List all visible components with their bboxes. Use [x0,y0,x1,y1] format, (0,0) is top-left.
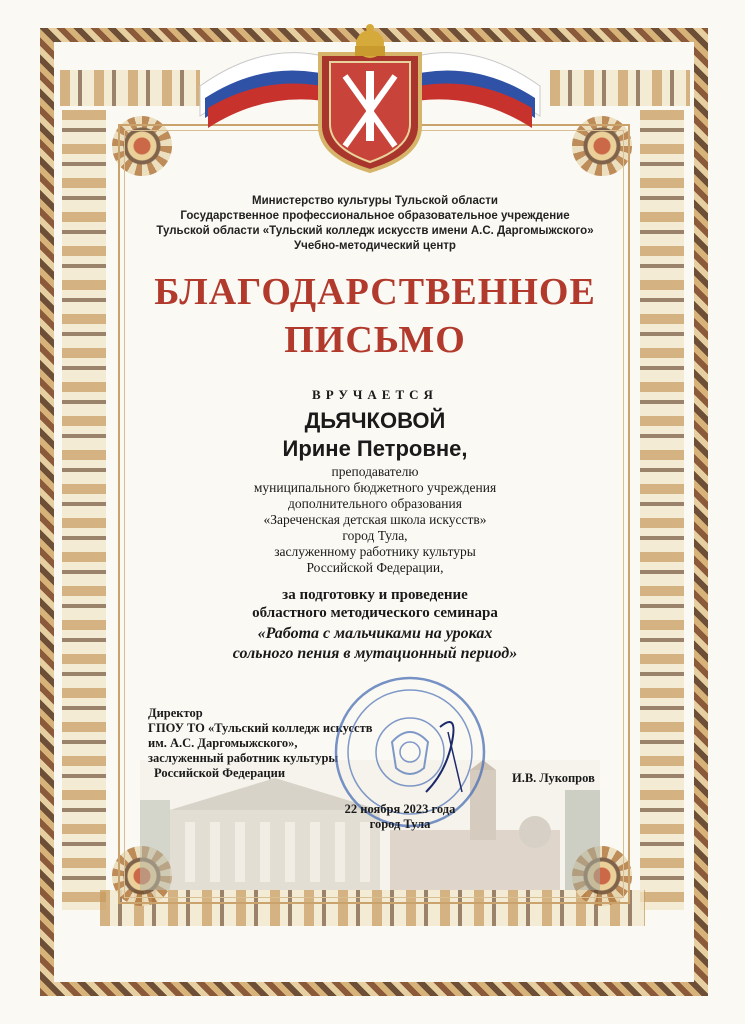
description-line: заслуженному работнику культуры [274,544,476,559]
document-title-line-2: ПИСЬМО [284,319,466,361]
issue-date: 22 ноября 2023 года [344,802,456,816]
institution-line-1: Государственное профессиональное образовательное учреждение [180,210,570,222]
ministry-name: Министерство культуры Тульской области [252,195,498,207]
director-honor-line-1: заслуженный работник культуры [148,751,339,765]
top-left-ornament [60,70,200,106]
reason-line-2: областного методического семинара [252,605,498,621]
center-name: Учебно-методический центр [294,240,456,252]
director-org-line-2: им. А.С. Даргомыжского», [148,736,298,750]
director-org-line-1: ГПОУ ТО «Тульский колледж искусств [148,721,373,735]
description-line: «Зареченская детская школа искусств» [263,512,487,527]
director-honor-line-2: Российской Федерации [154,766,286,780]
description-line: муниципального бюджетного учреждения [253,480,497,495]
recipient-name: Ирине Петровне, [282,436,468,461]
document-title-line-1: БЛАГОДАРСТВЕННОЕ [154,271,596,313]
award-reason [140,586,610,622]
description-line: город Тула, [342,528,408,543]
date-place-block [300,802,500,832]
issuer-header [130,194,620,254]
signer-name: И.В. Лукопров [512,771,595,785]
issue-place: город Тула [369,817,431,831]
description-line: дополнительного образования [288,496,462,511]
theme-line-1: «Работа с мальчиками на уроках [257,625,493,642]
theme-line-2: сольного пения в мутационный период» [232,645,518,662]
institution-line-2: Тульской области «Тульский колледж искусств имени А.С. Даргомыжского» [156,225,594,237]
recipient-description [160,464,590,576]
description-line: Российской Федерации, [306,560,444,575]
top-right-ornament [550,70,690,106]
seminar-theme [140,624,610,664]
right-ornament [640,110,684,910]
awarded-label: ВРУЧАЕТСЯ [312,387,438,402]
left-ornament [62,110,106,910]
tula-coat-of-arms-icon [190,16,550,176]
recipient-surname: ДЬЯЧКОВОЙ [304,408,446,433]
description-line: преподавателю [331,464,419,479]
director-title: Директор [148,706,203,720]
reason-line-1: за подготовку и проведение [282,587,468,603]
